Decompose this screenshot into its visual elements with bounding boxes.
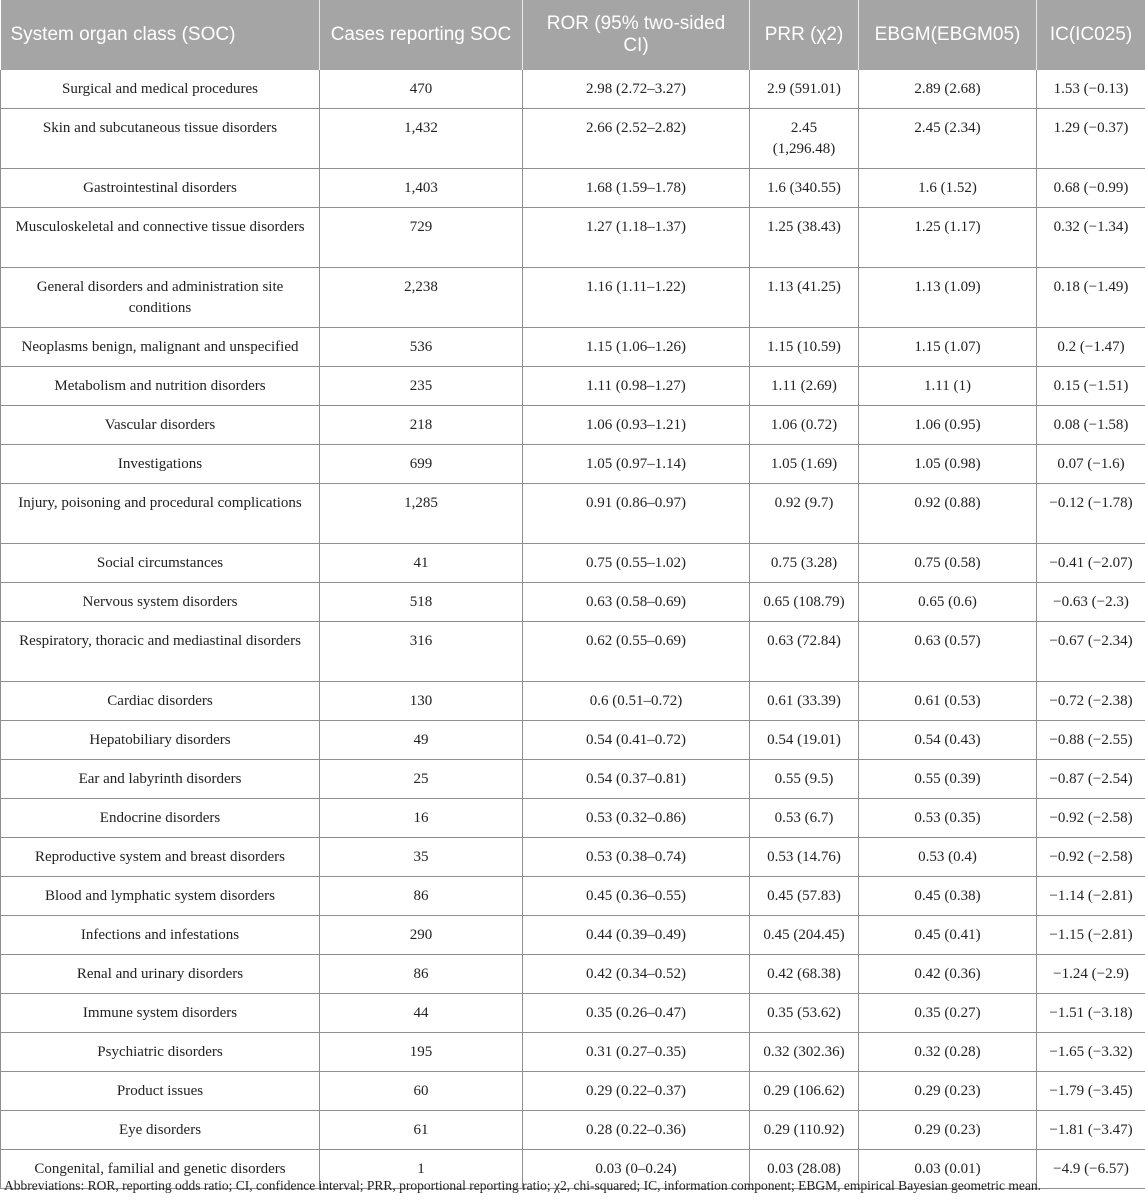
cell-ror: 0.35 (0.26–0.47)	[523, 994, 750, 1033]
cell-ic: −1.79 (−3.45)	[1037, 1072, 1145, 1111]
cell-ic: −1.65 (−3.32)	[1037, 1033, 1145, 1072]
cell-soc: Psychiatric disorders	[1, 1033, 320, 1072]
cell-cases: 290	[320, 916, 523, 955]
cell-prr: 2.9 (591.01)	[750, 70, 859, 109]
cell-ror: 0.63 (0.58–0.69)	[523, 583, 750, 622]
cell-prr: 0.61 (33.39)	[750, 682, 859, 721]
table-row	[1, 445, 1145, 484]
cell-ror: 0.53 (0.38–0.74)	[523, 838, 750, 877]
cell-ebgm: 1.11 (1)	[859, 367, 1037, 406]
cell-soc: Respiratory, thoracic and mediastinal disorders	[1, 622, 320, 682]
cell-prr: 1.6 (340.55)	[750, 169, 859, 208]
cell-ebgm: 0.92 (0.88)	[859, 484, 1037, 544]
table-row	[1, 838, 1145, 877]
cell-soc: Social circumstances	[1, 544, 320, 583]
cell-prr: 0.45 (204.45)	[750, 916, 859, 955]
cell-ic: −0.88 (−2.55)	[1037, 721, 1145, 760]
table-row	[1, 760, 1145, 799]
header-cases: Cases reporting SOC	[320, 0, 523, 70]
cell-cases: 316	[320, 622, 523, 682]
table-body	[1, 70, 1145, 1189]
cell-ebgm: 1.15 (1.07)	[859, 328, 1037, 367]
cell-ebgm: 0.61 (0.53)	[859, 682, 1037, 721]
cell-ic: 1.53 (−0.13)	[1037, 70, 1145, 109]
cell-ic: 0.2 (−1.47)	[1037, 328, 1145, 367]
cell-cases: 35	[320, 838, 523, 877]
cell-cases: 1,285	[320, 484, 523, 544]
cell-prr: 0.54 (19.01)	[750, 721, 859, 760]
cell-ebgm: 0.54 (0.43)	[859, 721, 1037, 760]
cell-prr: 1.15 (10.59)	[750, 328, 859, 367]
abbreviations-footnote: Abbreviations: ROR, reporting odds ratio; CI, confidence interval; PRR, proportional reporting ratio; χ2, chi-squared; IC, information component; EBGM, empirical Bayesian geometric mean.	[4, 1178, 1042, 1193]
cell-ror: 0.62 (0.55–0.69)	[523, 622, 750, 682]
table-row	[1, 1072, 1145, 1111]
cell-ebgm: 2.45 (2.34)	[859, 109, 1037, 169]
cell-ic: −0.41 (−2.07)	[1037, 544, 1145, 583]
table-row	[1, 721, 1145, 760]
cell-ror: 0.54 (0.41–0.72)	[523, 721, 750, 760]
cell-ic: 0.15 (−1.51)	[1037, 367, 1145, 406]
cell-ic: −1.51 (−3.18)	[1037, 994, 1145, 1033]
table-row	[1, 994, 1145, 1033]
cell-prr: 0.35 (53.62)	[750, 994, 859, 1033]
table-row	[1, 109, 1145, 169]
cell-soc: Blood and lymphatic system disorders	[1, 877, 320, 916]
cell-ebgm: 1.06 (0.95)	[859, 406, 1037, 445]
cell-ic: −1.15 (−2.81)	[1037, 916, 1145, 955]
cell-prr: 0.53 (6.7)	[750, 799, 859, 838]
cell-soc: Gastrointestinal disorders	[1, 169, 320, 208]
cell-ebgm: 0.63 (0.57)	[859, 622, 1037, 682]
cell-ic: −1.24 (−2.9)	[1037, 955, 1145, 994]
cell-cases: 61	[320, 1111, 523, 1150]
cell-ic: −0.92 (−2.58)	[1037, 838, 1145, 877]
header-row	[1, 0, 1145, 70]
cell-ror: 0.31 (0.27–0.35)	[523, 1033, 750, 1072]
cell-ror: 1.06 (0.93–1.21)	[523, 406, 750, 445]
cell-prr: 2.45 (1,296.48)	[750, 109, 859, 169]
table-row	[1, 484, 1145, 544]
cell-ror: 0.03 (0–0.24)	[523, 1150, 750, 1189]
cell-prr: 0.03 (28.08)	[750, 1150, 859, 1189]
cell-ebgm: 0.45 (0.41)	[859, 916, 1037, 955]
cell-ror: 0.6 (0.51–0.72)	[523, 682, 750, 721]
cell-cases: 41	[320, 544, 523, 583]
cell-soc: Skin and subcutaneous tissue disorders	[1, 109, 320, 169]
cell-prr: 0.53 (14.76)	[750, 838, 859, 877]
table-row	[1, 208, 1145, 268]
cell-ror: 0.29 (0.22–0.37)	[523, 1072, 750, 1111]
cell-prr: 0.29 (110.92)	[750, 1111, 859, 1150]
cell-soc: Investigations	[1, 445, 320, 484]
cell-soc: Ear and labyrinth disorders	[1, 760, 320, 799]
cell-ror: 1.11 (0.98–1.27)	[523, 367, 750, 406]
cell-ror: 0.44 (0.39–0.49)	[523, 916, 750, 955]
cell-prr: 0.45 (57.83)	[750, 877, 859, 916]
cell-cases: 1,432	[320, 109, 523, 169]
cell-soc: Cardiac disorders	[1, 682, 320, 721]
cell-ror: 1.15 (1.06–1.26)	[523, 328, 750, 367]
cell-prr: 0.65 (108.79)	[750, 583, 859, 622]
cell-ror: 1.68 (1.59–1.78)	[523, 169, 750, 208]
cell-cases: 44	[320, 994, 523, 1033]
cell-prr: 1.25 (38.43)	[750, 208, 859, 268]
cell-soc: Reproductive system and breast disorders	[1, 838, 320, 877]
cell-soc: Immune system disorders	[1, 994, 320, 1033]
cell-prr: 1.13 (41.25)	[750, 268, 859, 328]
header-ic: IC(IC025)	[1037, 0, 1145, 70]
cell-ebgm: 0.53 (0.4)	[859, 838, 1037, 877]
cell-ebgm: 0.29 (0.23)	[859, 1111, 1037, 1150]
cell-prr: 1.11 (2.69)	[750, 367, 859, 406]
cell-ebgm: 0.42 (0.36)	[859, 955, 1037, 994]
cell-ebgm: 0.35 (0.27)	[859, 994, 1037, 1033]
cell-ror: 1.27 (1.18–1.37)	[523, 208, 750, 268]
cell-ebgm: 0.03 (0.01)	[859, 1150, 1037, 1189]
cell-cases: 86	[320, 877, 523, 916]
cell-cases: 536	[320, 328, 523, 367]
table-row	[1, 682, 1145, 721]
cell-soc: Metabolism and nutrition disorders	[1, 367, 320, 406]
cell-ror: 0.42 (0.34–0.52)	[523, 955, 750, 994]
cell-soc: Hepatobiliary disorders	[1, 721, 320, 760]
cell-cases: 25	[320, 760, 523, 799]
cell-prr: 1.05 (1.69)	[750, 445, 859, 484]
cell-cases: 699	[320, 445, 523, 484]
cell-ic: −0.12 (−1.78)	[1037, 484, 1145, 544]
cell-ebgm: 0.55 (0.39)	[859, 760, 1037, 799]
cell-ic: −0.87 (−2.54)	[1037, 760, 1145, 799]
cell-ic: 0.07 (−1.6)	[1037, 445, 1145, 484]
cell-ror: 2.98 (2.72–3.27)	[523, 70, 750, 109]
cell-soc: Congenital, familial and genetic disorders	[1, 1150, 320, 1189]
cell-soc: Infections and infestations	[1, 916, 320, 955]
cell-ebgm: 2.89 (2.68)	[859, 70, 1037, 109]
cell-cases: 470	[320, 70, 523, 109]
cell-ebgm: 0.75 (0.58)	[859, 544, 1037, 583]
cell-cases: 130	[320, 682, 523, 721]
cell-soc: Neoplasms benign, malignant and unspecified	[1, 328, 320, 367]
cell-cases: 1,403	[320, 169, 523, 208]
cell-ic: −0.67 (−2.34)	[1037, 622, 1145, 682]
cell-cases: 49	[320, 721, 523, 760]
cell-ic: 0.68 (−0.99)	[1037, 169, 1145, 208]
cell-ic: −0.92 (−2.58)	[1037, 799, 1145, 838]
cell-ror: 2.66 (2.52–2.82)	[523, 109, 750, 169]
cell-ror: 1.05 (0.97–1.14)	[523, 445, 750, 484]
cell-cases: 16	[320, 799, 523, 838]
cell-ebgm: 0.53 (0.35)	[859, 799, 1037, 838]
cell-ror: 0.54 (0.37–0.81)	[523, 760, 750, 799]
cell-soc: Eye disorders	[1, 1111, 320, 1150]
cell-ic: −4.9 (−6.57)	[1037, 1150, 1145, 1189]
cell-ror: 0.45 (0.36–0.55)	[523, 877, 750, 916]
cell-soc: Surgical and medical procedures	[1, 70, 320, 109]
cell-soc: General disorders and administration site conditions	[1, 268, 320, 328]
table-row	[1, 1111, 1145, 1150]
cell-ebgm: 0.29 (0.23)	[859, 1072, 1037, 1111]
cell-ebgm: 0.65 (0.6)	[859, 583, 1037, 622]
cell-prr: 1.06 (0.72)	[750, 406, 859, 445]
table-row	[1, 169, 1145, 208]
cell-soc: Musculoskeletal and connective tissue disorders	[1, 208, 320, 268]
cell-cases: 60	[320, 1072, 523, 1111]
table-row	[1, 622, 1145, 682]
cell-cases: 518	[320, 583, 523, 622]
cell-ic: −0.63 (−2.3)	[1037, 583, 1145, 622]
cell-cases: 195	[320, 1033, 523, 1072]
cell-ic: 0.32 (−1.34)	[1037, 208, 1145, 268]
table-row	[1, 328, 1145, 367]
cell-cases: 729	[320, 208, 523, 268]
cell-prr: 0.29 (106.62)	[750, 1072, 859, 1111]
table-header	[1, 0, 1145, 70]
header-soc: System organ class (SOC)	[1, 0, 320, 70]
table-row	[1, 544, 1145, 583]
table-row	[1, 70, 1145, 109]
cell-ebgm: 0.32 (0.28)	[859, 1033, 1037, 1072]
cell-ebgm: 0.45 (0.38)	[859, 877, 1037, 916]
cell-cases: 235	[320, 367, 523, 406]
cell-ic: 1.29 (−0.37)	[1037, 109, 1145, 169]
cell-cases: 86	[320, 955, 523, 994]
table-row	[1, 367, 1145, 406]
cell-ic: −0.72 (−2.38)	[1037, 682, 1145, 721]
cell-cases: 1	[320, 1150, 523, 1189]
cell-prr: 0.42 (68.38)	[750, 955, 859, 994]
cell-ror: 0.75 (0.55–1.02)	[523, 544, 750, 583]
cell-cases: 2,238	[320, 268, 523, 328]
cell-soc: Product issues	[1, 1072, 320, 1111]
cell-ic: −1.14 (−2.81)	[1037, 877, 1145, 916]
cell-ebgm: 1.05 (0.98)	[859, 445, 1037, 484]
table-row	[1, 877, 1145, 916]
cell-cases: 218	[320, 406, 523, 445]
cell-prr: 0.92 (9.7)	[750, 484, 859, 544]
table-row	[1, 268, 1145, 328]
cell-prr: 0.55 (9.5)	[750, 760, 859, 799]
cell-ebgm: 1.6 (1.52)	[859, 169, 1037, 208]
cell-ror: 0.91 (0.86–0.97)	[523, 484, 750, 544]
header-ebgm: EBGM(EBGM05)	[859, 0, 1037, 70]
table-row	[1, 955, 1145, 994]
cell-prr: 0.32 (302.36)	[750, 1033, 859, 1072]
cell-soc: Vascular disorders	[1, 406, 320, 445]
table-row	[1, 1033, 1145, 1072]
cell-soc: Injury, poisoning and procedural complications	[1, 484, 320, 544]
cell-ebgm: 1.25 (1.17)	[859, 208, 1037, 268]
table-row	[1, 799, 1145, 838]
cell-soc: Renal and urinary disorders	[1, 955, 320, 994]
cell-ic: 0.08 (−1.58)	[1037, 406, 1145, 445]
cell-prr: 0.63 (72.84)	[750, 622, 859, 682]
header-prr: PRR (χ2)	[750, 0, 859, 70]
table-row	[1, 916, 1145, 955]
cell-ic: −1.81 (−3.47)	[1037, 1111, 1145, 1150]
cell-ror: 0.53 (0.32–0.86)	[523, 799, 750, 838]
cell-soc: Endocrine disorders	[1, 799, 320, 838]
cell-soc: Nervous system disorders	[1, 583, 320, 622]
cell-prr: 0.75 (3.28)	[750, 544, 859, 583]
cell-ror: 1.16 (1.11–1.22)	[523, 268, 750, 328]
table-row	[1, 583, 1145, 622]
header-ror: ROR (95% two-sided CI)	[523, 0, 750, 70]
cell-ebgm: 1.13 (1.09)	[859, 268, 1037, 328]
table-row	[1, 406, 1145, 445]
cell-ror: 0.28 (0.22–0.36)	[523, 1111, 750, 1150]
cell-ic: 0.18 (−1.49)	[1037, 268, 1145, 328]
